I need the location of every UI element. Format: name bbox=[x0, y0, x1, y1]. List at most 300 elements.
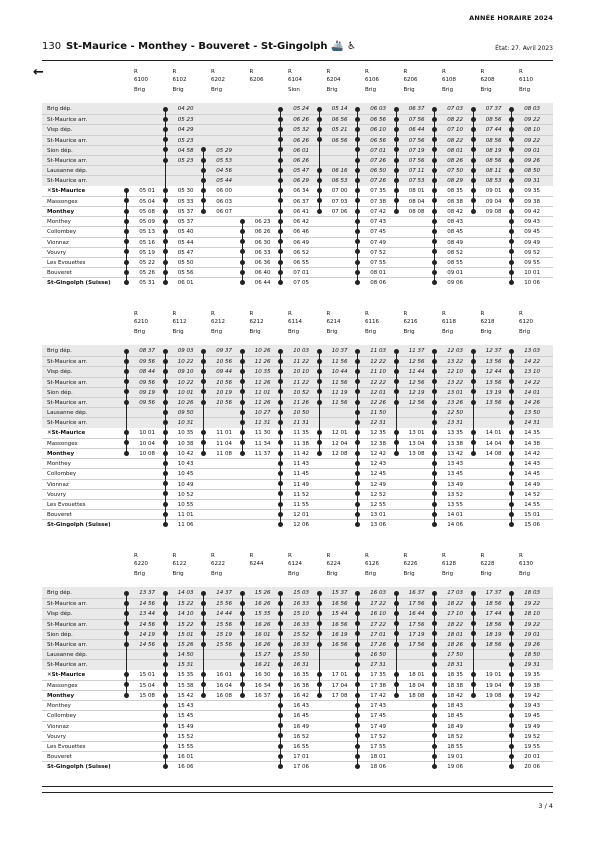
train-number: 6104 bbox=[288, 77, 302, 83]
departure-time: 09 44 bbox=[216, 369, 232, 376]
departure-time: 07 19 bbox=[408, 147, 425, 154]
stop-dot-icon bbox=[240, 400, 245, 405]
train-number: 6216 bbox=[403, 319, 418, 325]
stop-dot-icon bbox=[201, 611, 206, 616]
stop-dot-icon bbox=[201, 400, 206, 405]
station-name: Lausanne dép. bbox=[47, 410, 88, 417]
stop-dot-icon bbox=[432, 693, 437, 698]
departure-time: 14 55 bbox=[524, 502, 540, 508]
departure-time: 06 03 bbox=[216, 198, 232, 205]
stop-dot-icon bbox=[163, 703, 168, 708]
stop-dot-icon bbox=[317, 107, 322, 112]
departure-time: 07 03 bbox=[331, 198, 348, 205]
stop-dot-icon bbox=[394, 379, 399, 384]
train-destination: Brig bbox=[326, 87, 338, 93]
departure-time: 13 04 bbox=[408, 440, 425, 447]
table-row bbox=[42, 761, 553, 772]
route-line bbox=[165, 351, 166, 524]
departure-time: 13 45 bbox=[447, 471, 463, 478]
stop-dot-icon bbox=[163, 652, 168, 657]
departure-time: 17 44 bbox=[485, 611, 502, 618]
departure-time: 15 50 bbox=[293, 652, 309, 659]
departure-time: 16 04 bbox=[216, 682, 232, 689]
departure-time: 20 06 bbox=[524, 764, 540, 771]
departure-time: 15 45 bbox=[177, 713, 194, 720]
departure-time: 16 52 bbox=[293, 733, 309, 740]
departure-time: 17 22 bbox=[370, 601, 386, 608]
stop-dot-icon bbox=[317, 137, 322, 142]
stop-dot-icon bbox=[394, 188, 399, 193]
stop-dot-icon bbox=[471, 693, 476, 698]
stop-dot-icon bbox=[278, 512, 283, 517]
station-name: Lausanne dép. bbox=[47, 652, 88, 659]
stop-dot-icon bbox=[163, 764, 168, 769]
stop-dot-icon bbox=[124, 219, 129, 224]
stop-dot-icon bbox=[509, 359, 514, 364]
stop-dot-icon bbox=[394, 198, 399, 203]
departure-time: 18 56 bbox=[485, 621, 502, 628]
stop-dot-icon bbox=[394, 601, 399, 606]
departure-time: 12 03 bbox=[447, 348, 463, 354]
stop-dot-icon bbox=[240, 652, 245, 657]
stop-dot-icon bbox=[509, 662, 514, 667]
departure-time: 14 01 bbox=[447, 512, 463, 519]
stop-dot-icon bbox=[163, 591, 168, 596]
departure-time: 14 04 bbox=[485, 440, 502, 447]
stop-dot-icon bbox=[317, 601, 322, 606]
train-category: R bbox=[134, 69, 138, 75]
departure-time: 16 38 bbox=[293, 682, 309, 689]
stop-dot-icon bbox=[240, 591, 245, 596]
departure-time: 17 37 bbox=[485, 590, 502, 596]
stop-dot-icon bbox=[432, 713, 437, 718]
stop-dot-icon bbox=[201, 369, 206, 374]
departure-time: 09 08 bbox=[485, 209, 502, 215]
departure-time: 07 01 bbox=[293, 270, 309, 277]
departure-time: 08 44 bbox=[139, 369, 155, 376]
timetable-year: ANNÉE HORAIRE 2024 bbox=[469, 14, 553, 22]
station-name: Monthey bbox=[47, 219, 71, 226]
departure-time: 05 37 bbox=[177, 209, 194, 215]
departure-time: 05 56 bbox=[177, 270, 194, 277]
departure-time: 13 01 bbox=[408, 429, 425, 436]
departure-time: 14 56 bbox=[139, 621, 155, 628]
departure-time: 18 06 bbox=[370, 764, 386, 771]
departure-time: 19 04 bbox=[485, 682, 502, 689]
departure-time: 17 08 bbox=[331, 693, 348, 699]
stop-dot-icon bbox=[240, 662, 245, 667]
route-line bbox=[434, 109, 435, 282]
timetable-block bbox=[42, 66, 553, 292]
stop-dot-icon bbox=[124, 270, 129, 275]
departure-time: 13 55 bbox=[447, 502, 463, 508]
stop-dot-icon bbox=[432, 764, 437, 769]
station-name: Monthey bbox=[47, 703, 71, 710]
stop-dot-icon bbox=[432, 270, 437, 275]
stop-dot-icon bbox=[317, 631, 322, 636]
stop-dot-icon bbox=[394, 117, 399, 122]
stop-dot-icon bbox=[355, 512, 360, 517]
train-category: R bbox=[288, 69, 292, 75]
stop-dot-icon bbox=[278, 713, 283, 718]
stop-dot-icon bbox=[432, 260, 437, 265]
departure-time: 18 10 bbox=[524, 611, 540, 618]
stop-dot-icon bbox=[355, 522, 360, 527]
departure-time: 11 55 bbox=[293, 502, 309, 508]
stop-dot-icon bbox=[317, 349, 322, 354]
departure-time: 15 55 bbox=[177, 744, 194, 750]
table-row bbox=[42, 277, 553, 288]
departure-time: 17 19 bbox=[408, 631, 425, 638]
train-category: R bbox=[365, 311, 369, 317]
stop-dot-icon bbox=[509, 349, 514, 354]
stop-dot-icon bbox=[471, 440, 476, 445]
departure-time: 15 01 bbox=[177, 631, 194, 638]
departure-time: 18 56 bbox=[485, 601, 502, 608]
stop-dot-icon bbox=[201, 591, 206, 596]
departure-time: 11 50 bbox=[370, 410, 386, 417]
stop-dot-icon bbox=[163, 198, 168, 203]
station-name: Visp dép. bbox=[47, 369, 73, 376]
stop-dot-icon bbox=[509, 127, 514, 132]
table-row bbox=[42, 519, 553, 530]
departure-time: 14 01 bbox=[485, 429, 502, 436]
departure-time: 11 37 bbox=[408, 348, 425, 354]
departure-time: 12 35 bbox=[370, 429, 386, 436]
stop-dot-icon bbox=[201, 601, 206, 606]
departure-time: 09 22 bbox=[524, 117, 540, 124]
stop-dot-icon bbox=[432, 420, 437, 425]
stop-dot-icon bbox=[355, 502, 360, 507]
stop-dot-icon bbox=[163, 471, 168, 476]
station-name: Visp dép. bbox=[47, 127, 73, 134]
departure-time: 12 44 bbox=[485, 369, 502, 376]
departure-time: 15 01 bbox=[139, 671, 155, 678]
departure-time: 09 37 bbox=[216, 348, 232, 354]
departure-time: 14 49 bbox=[524, 481, 540, 488]
stop-dot-icon bbox=[317, 389, 322, 394]
departure-time: 12 56 bbox=[408, 359, 425, 366]
stop-dot-icon bbox=[432, 512, 437, 517]
stop-dot-icon bbox=[432, 400, 437, 405]
departure-time: 07 06 bbox=[331, 209, 348, 215]
station-name: Monthey bbox=[47, 451, 75, 457]
departure-time: 11 10 bbox=[370, 369, 386, 376]
departure-time: 05 09 bbox=[139, 219, 155, 226]
departure-time: 10 27 bbox=[254, 410, 271, 417]
departure-time: 10 37 bbox=[331, 348, 348, 354]
departure-time: 05 23 bbox=[177, 158, 194, 164]
route-line bbox=[165, 109, 166, 282]
station-name: Vionnaz bbox=[47, 723, 69, 730]
stop-dot-icon bbox=[124, 642, 129, 647]
stop-dot-icon bbox=[201, 642, 206, 647]
departure-time: 11 22 bbox=[293, 379, 309, 386]
table-row bbox=[42, 104, 553, 114]
departure-time: 06 26 bbox=[293, 137, 309, 144]
train-number: 6212 bbox=[249, 319, 264, 325]
departure-time: 06 26 bbox=[293, 158, 309, 164]
station-name: Collombey bbox=[47, 229, 77, 236]
departure-time: 09 19 bbox=[139, 389, 155, 396]
departure-time: 09 35 bbox=[524, 187, 540, 194]
stop-dot-icon bbox=[163, 744, 168, 749]
train-destination: Brig bbox=[480, 329, 492, 335]
departure-time: 19 22 bbox=[524, 621, 540, 628]
train-destination: Brig bbox=[172, 571, 184, 577]
departure-time: 05 01 bbox=[139, 187, 155, 194]
train-number: 6224 bbox=[326, 561, 341, 567]
stop-dot-icon bbox=[124, 400, 129, 405]
route-line bbox=[280, 109, 281, 282]
station-name: Massongex bbox=[47, 682, 78, 689]
departure-time: 05 26 bbox=[139, 270, 155, 277]
departure-time: 12 38 bbox=[370, 440, 386, 447]
stop-dot-icon bbox=[278, 168, 283, 173]
departure-time: 05 24 bbox=[293, 106, 309, 112]
departure-time: 12 56 bbox=[408, 379, 425, 386]
departure-time: 09 43 bbox=[524, 219, 540, 226]
departure-time: 12 01 bbox=[293, 512, 309, 519]
stop-dot-icon bbox=[278, 280, 283, 285]
departure-time: 17 55 bbox=[370, 744, 386, 750]
stop-dot-icon bbox=[124, 349, 129, 354]
departure-time: 08 08 bbox=[408, 209, 425, 215]
stop-dot-icon bbox=[163, 713, 168, 718]
departure-time: 15 49 bbox=[177, 723, 194, 730]
departure-time: 09 38 bbox=[524, 198, 540, 205]
departure-time: 14 35 bbox=[524, 429, 540, 436]
departure-time: 10 55 bbox=[177, 502, 194, 508]
departure-time: 16 37 bbox=[254, 693, 271, 699]
stop-dot-icon bbox=[509, 209, 514, 214]
departure-time: 19 52 bbox=[524, 733, 540, 740]
station-name: Bouveret bbox=[47, 270, 72, 277]
departure-time: 10 35 bbox=[254, 369, 271, 376]
departure-time: 05 44 bbox=[177, 239, 194, 246]
stop-dot-icon bbox=[317, 430, 322, 435]
station-name: Bouveret bbox=[47, 512, 72, 519]
departure-time: 15 19 bbox=[216, 631, 232, 638]
stop-dot-icon bbox=[278, 400, 283, 405]
train-category: R bbox=[403, 69, 408, 75]
table-row bbox=[42, 670, 553, 680]
departure-time: 04 58 bbox=[177, 147, 194, 154]
departure-time: 06 30 bbox=[254, 239, 271, 246]
stop-dot-icon bbox=[163, 147, 168, 152]
stop-dot-icon bbox=[278, 420, 283, 425]
stop-dot-icon bbox=[278, 349, 283, 354]
departure-time: 11 01 bbox=[177, 512, 194, 519]
stop-dot-icon bbox=[240, 642, 245, 647]
departure-time: 08 56 bbox=[485, 117, 502, 124]
stop-dot-icon bbox=[240, 631, 245, 636]
station-name: St-Maurice arr. bbox=[47, 359, 88, 366]
stop-dot-icon bbox=[432, 410, 437, 415]
stop-dot-icon bbox=[163, 512, 168, 517]
departure-time: 06 26 bbox=[293, 117, 309, 124]
departure-time: 17 56 bbox=[408, 601, 425, 608]
stop-dot-icon bbox=[317, 127, 322, 132]
departure-time: 15 56 bbox=[216, 642, 232, 648]
departure-time: 17 43 bbox=[370, 703, 386, 710]
departure-time: 16 34 bbox=[254, 682, 271, 689]
stop-dot-icon bbox=[509, 652, 514, 657]
departure-time: 13 38 bbox=[447, 440, 463, 447]
stop-dot-icon bbox=[394, 430, 399, 435]
train-destination: Brig bbox=[211, 329, 223, 335]
stop-dot-icon bbox=[394, 682, 399, 687]
stop-dot-icon bbox=[278, 209, 283, 214]
train-destination: Brig bbox=[403, 329, 415, 335]
stop-dot-icon bbox=[355, 642, 360, 647]
departure-time: 14 56 bbox=[139, 601, 155, 608]
stop-dot-icon bbox=[278, 107, 283, 112]
departure-time: 07 56 bbox=[408, 117, 425, 124]
departure-time: 06 01 bbox=[177, 280, 194, 287]
departure-time: 17 49 bbox=[370, 723, 386, 730]
departure-time: 16 42 bbox=[293, 693, 309, 699]
departure-time: 09 45 bbox=[524, 229, 540, 236]
stop-dot-icon bbox=[471, 621, 476, 626]
stop-dot-icon bbox=[509, 754, 514, 759]
station-name: Vionnaz bbox=[47, 481, 69, 488]
departure-time: 12 04 bbox=[331, 440, 348, 447]
departure-time: 05 14 bbox=[331, 106, 348, 112]
departure-time: 14 43 bbox=[524, 461, 540, 468]
departure-time: 10 06 bbox=[524, 280, 540, 287]
departure-time: 05 21 bbox=[331, 127, 348, 134]
stop-dot-icon bbox=[394, 440, 399, 445]
stop-dot-icon bbox=[163, 733, 168, 738]
stop-dot-icon bbox=[163, 693, 168, 698]
stop-dot-icon bbox=[240, 440, 245, 445]
departure-time: 12 52 bbox=[370, 491, 386, 498]
footer-rule-2 bbox=[42, 792, 553, 793]
train-number: 6120 bbox=[519, 319, 533, 325]
route-line bbox=[126, 191, 127, 283]
departure-time: 10 01 bbox=[139, 429, 155, 436]
departure-time: 14 37 bbox=[216, 590, 232, 596]
departure-time: 07 11 bbox=[408, 168, 425, 175]
train-number: 6112 bbox=[172, 319, 187, 325]
departure-time: 09 04 bbox=[485, 198, 502, 205]
stop-dot-icon bbox=[355, 127, 360, 132]
stop-dot-icon bbox=[163, 522, 168, 527]
train-category: R bbox=[442, 69, 446, 75]
departure-time: 16 08 bbox=[216, 693, 232, 699]
stop-dot-icon bbox=[394, 137, 399, 142]
departure-time: 15 35 bbox=[177, 671, 194, 678]
station-name: St-Maurice arr. bbox=[47, 420, 88, 427]
stop-dot-icon bbox=[317, 621, 322, 626]
stop-dot-icon bbox=[278, 127, 283, 132]
departure-time: 18 35 bbox=[447, 671, 463, 678]
departure-time: 08 56 bbox=[485, 137, 502, 144]
back-arrow-icon[interactable]: ← bbox=[33, 65, 44, 80]
stop-dot-icon bbox=[278, 744, 283, 749]
departure-time: 06 56 bbox=[331, 137, 348, 144]
stop-dot-icon bbox=[432, 349, 437, 354]
departure-time: 12 26 bbox=[370, 400, 386, 406]
departure-time: 08 03 bbox=[524, 106, 540, 112]
departure-time: 16 49 bbox=[293, 723, 309, 730]
stop-dot-icon bbox=[201, 359, 206, 364]
stop-dot-icon bbox=[394, 389, 399, 394]
departure-time: 18 43 bbox=[447, 703, 463, 710]
departure-time: 14 22 bbox=[524, 379, 540, 386]
stop-dot-icon bbox=[278, 652, 283, 657]
departure-time: 09 56 bbox=[139, 359, 155, 366]
stop-dot-icon bbox=[509, 601, 514, 606]
departure-time: 16 30 bbox=[254, 671, 271, 678]
stop-dot-icon bbox=[163, 280, 168, 285]
train-category: R bbox=[288, 553, 292, 559]
departure-time: 09 03 bbox=[177, 348, 194, 354]
departure-time: 04 56 bbox=[216, 168, 232, 175]
stop-dot-icon bbox=[163, 420, 168, 425]
departure-time: 08 35 bbox=[447, 187, 463, 194]
stop-dot-icon bbox=[432, 471, 437, 476]
departure-time: 12 01 bbox=[331, 429, 348, 436]
departure-time: 12 22 bbox=[370, 359, 386, 366]
departure-time: 06 44 bbox=[408, 127, 425, 134]
stop-dot-icon bbox=[509, 744, 514, 749]
stop-dot-icon bbox=[163, 451, 168, 456]
stop-dot-icon bbox=[509, 522, 514, 527]
departure-time: 15 56 bbox=[216, 601, 232, 608]
stop-dot-icon bbox=[355, 744, 360, 749]
stop-dot-icon bbox=[278, 591, 283, 596]
departure-time: 12 55 bbox=[370, 502, 386, 508]
stop-dot-icon bbox=[471, 389, 476, 394]
stop-dot-icon bbox=[471, 611, 476, 616]
stop-dot-icon bbox=[278, 754, 283, 759]
train-category: R bbox=[403, 553, 408, 559]
departure-time: 06 01 bbox=[293, 147, 309, 154]
departure-time: 05 08 bbox=[139, 209, 155, 215]
departure-time: 18 26 bbox=[447, 642, 463, 648]
departure-time: 14 03 bbox=[177, 590, 194, 596]
departure-time: 16 33 bbox=[293, 601, 309, 608]
stop-dot-icon bbox=[509, 369, 514, 374]
departure-time: 11 26 bbox=[293, 400, 309, 406]
train-category: R bbox=[172, 311, 177, 317]
station-name: Les Evouettes bbox=[47, 260, 86, 266]
timetable-block bbox=[42, 308, 553, 534]
departure-time: 18 04 bbox=[408, 682, 425, 689]
departure-time: 16 44 bbox=[408, 611, 425, 618]
train-number: 6108 bbox=[442, 77, 456, 83]
departure-time: 14 45 bbox=[524, 471, 540, 478]
stop-dot-icon bbox=[355, 349, 360, 354]
departure-time: 08 42 bbox=[447, 209, 463, 215]
stop-dot-icon bbox=[355, 280, 360, 285]
stop-dot-icon bbox=[278, 764, 283, 769]
station-name: Brig dép. bbox=[47, 590, 72, 596]
departure-time: 18 01 bbox=[408, 671, 425, 678]
stop-dot-icon bbox=[432, 168, 437, 173]
stop-dot-icon bbox=[355, 611, 360, 616]
stop-dot-icon bbox=[163, 440, 168, 445]
stop-dot-icon bbox=[394, 107, 399, 112]
departure-time: 17 10 bbox=[447, 611, 463, 618]
departure-time: 11 34 bbox=[254, 440, 271, 447]
departure-time: 13 01 bbox=[370, 512, 386, 519]
station-name: Massongex bbox=[47, 198, 78, 205]
stop-dot-icon bbox=[432, 522, 437, 527]
departure-time: 18 31 bbox=[447, 662, 463, 669]
